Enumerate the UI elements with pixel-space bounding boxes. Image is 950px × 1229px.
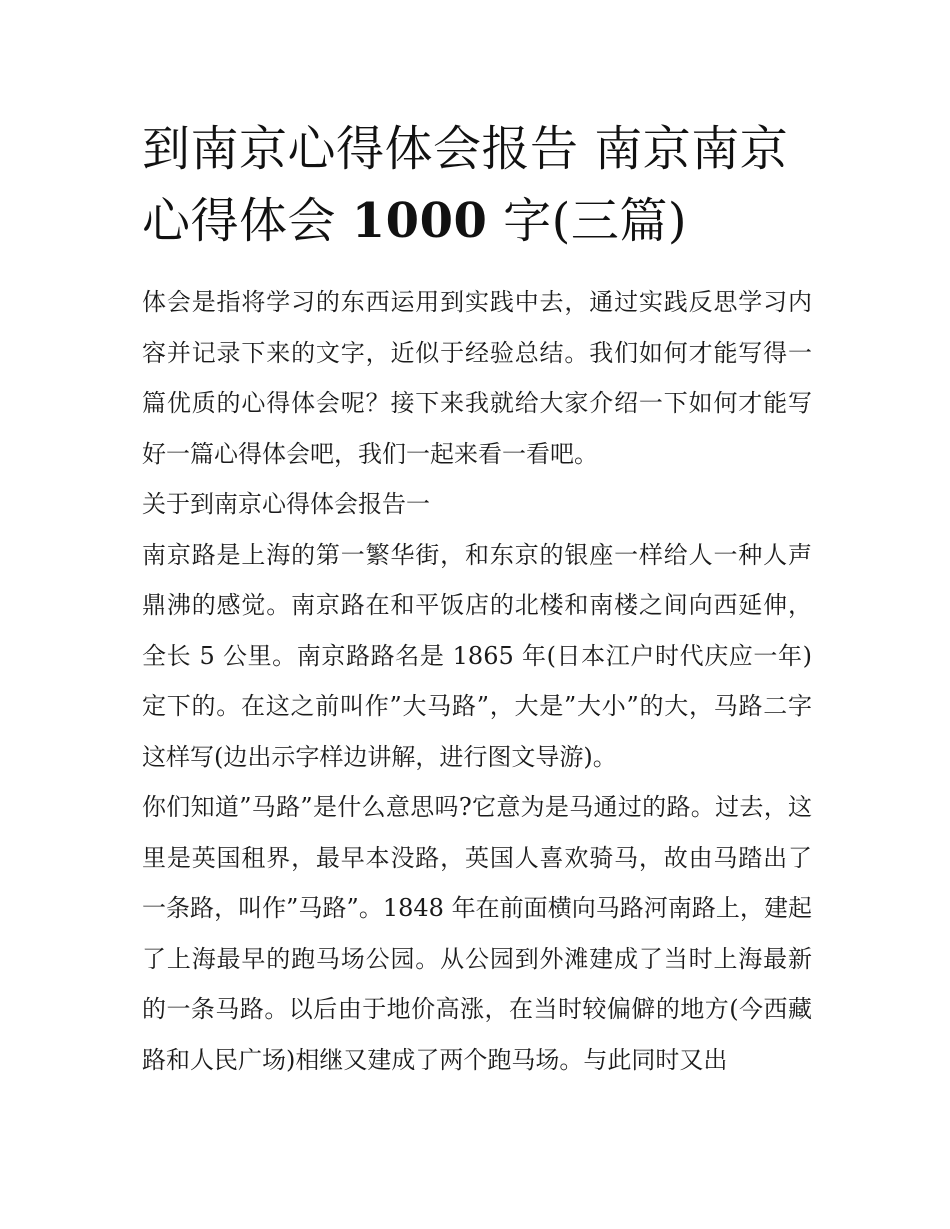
- title-text-part2: 字(三篇): [487, 193, 688, 249]
- body-paragraph: 你们知道”马路”是什么意思吗?它意为是马通过的路。过去，这里是英国租界，最早本没路，英国人喜欢骑马，故由马踏出了一条路，叫作”马路”。1848 年在前面横向马路河南路上，建起了上海最早的跑马场公园。从公园到外滩建成了当时上海最新的一条马路。以后由于地价高涨，在当时较偏僻的地方(今西藏路和人民广场)相继又建成了两个跑马场。与此同时又出: [142, 793, 812, 1074]
- document-title: [142, 113, 812, 257]
- title-number: 1000: [351, 193, 488, 249]
- body-paragraph: 南京路是上海的第一繁华街，和东京的银座一样给人一种人声鼎沸的感觉。南京路在和平饭店的北楼和南楼之间向西延伸，全长 5 公里。南京路路名是 1865 年(日本江户时代庆应一年)定下的。在这之前叫作”大马路”，大是”大小”的大，马路二字这样写(边出示字样边讲解，进行图文导游)。: [142, 540, 812, 771]
- section-heading: 关于到南京心得体会报告一: [142, 490, 430, 518]
- intro-paragraph: 体会是指将学习的东西运用到实践中去，通过实践反思学习内容并记录下来的文字，近似于经验总结。我们如何才能写得一篇优质的心得体会呢？接下来我就给大家介绍一下如何才能写好一篇心得体会吧，我们一起来看一看吧。: [142, 288, 812, 468]
- title-text-part1: 到南京心得体会报告 南京南京心得体会: [142, 121, 789, 249]
